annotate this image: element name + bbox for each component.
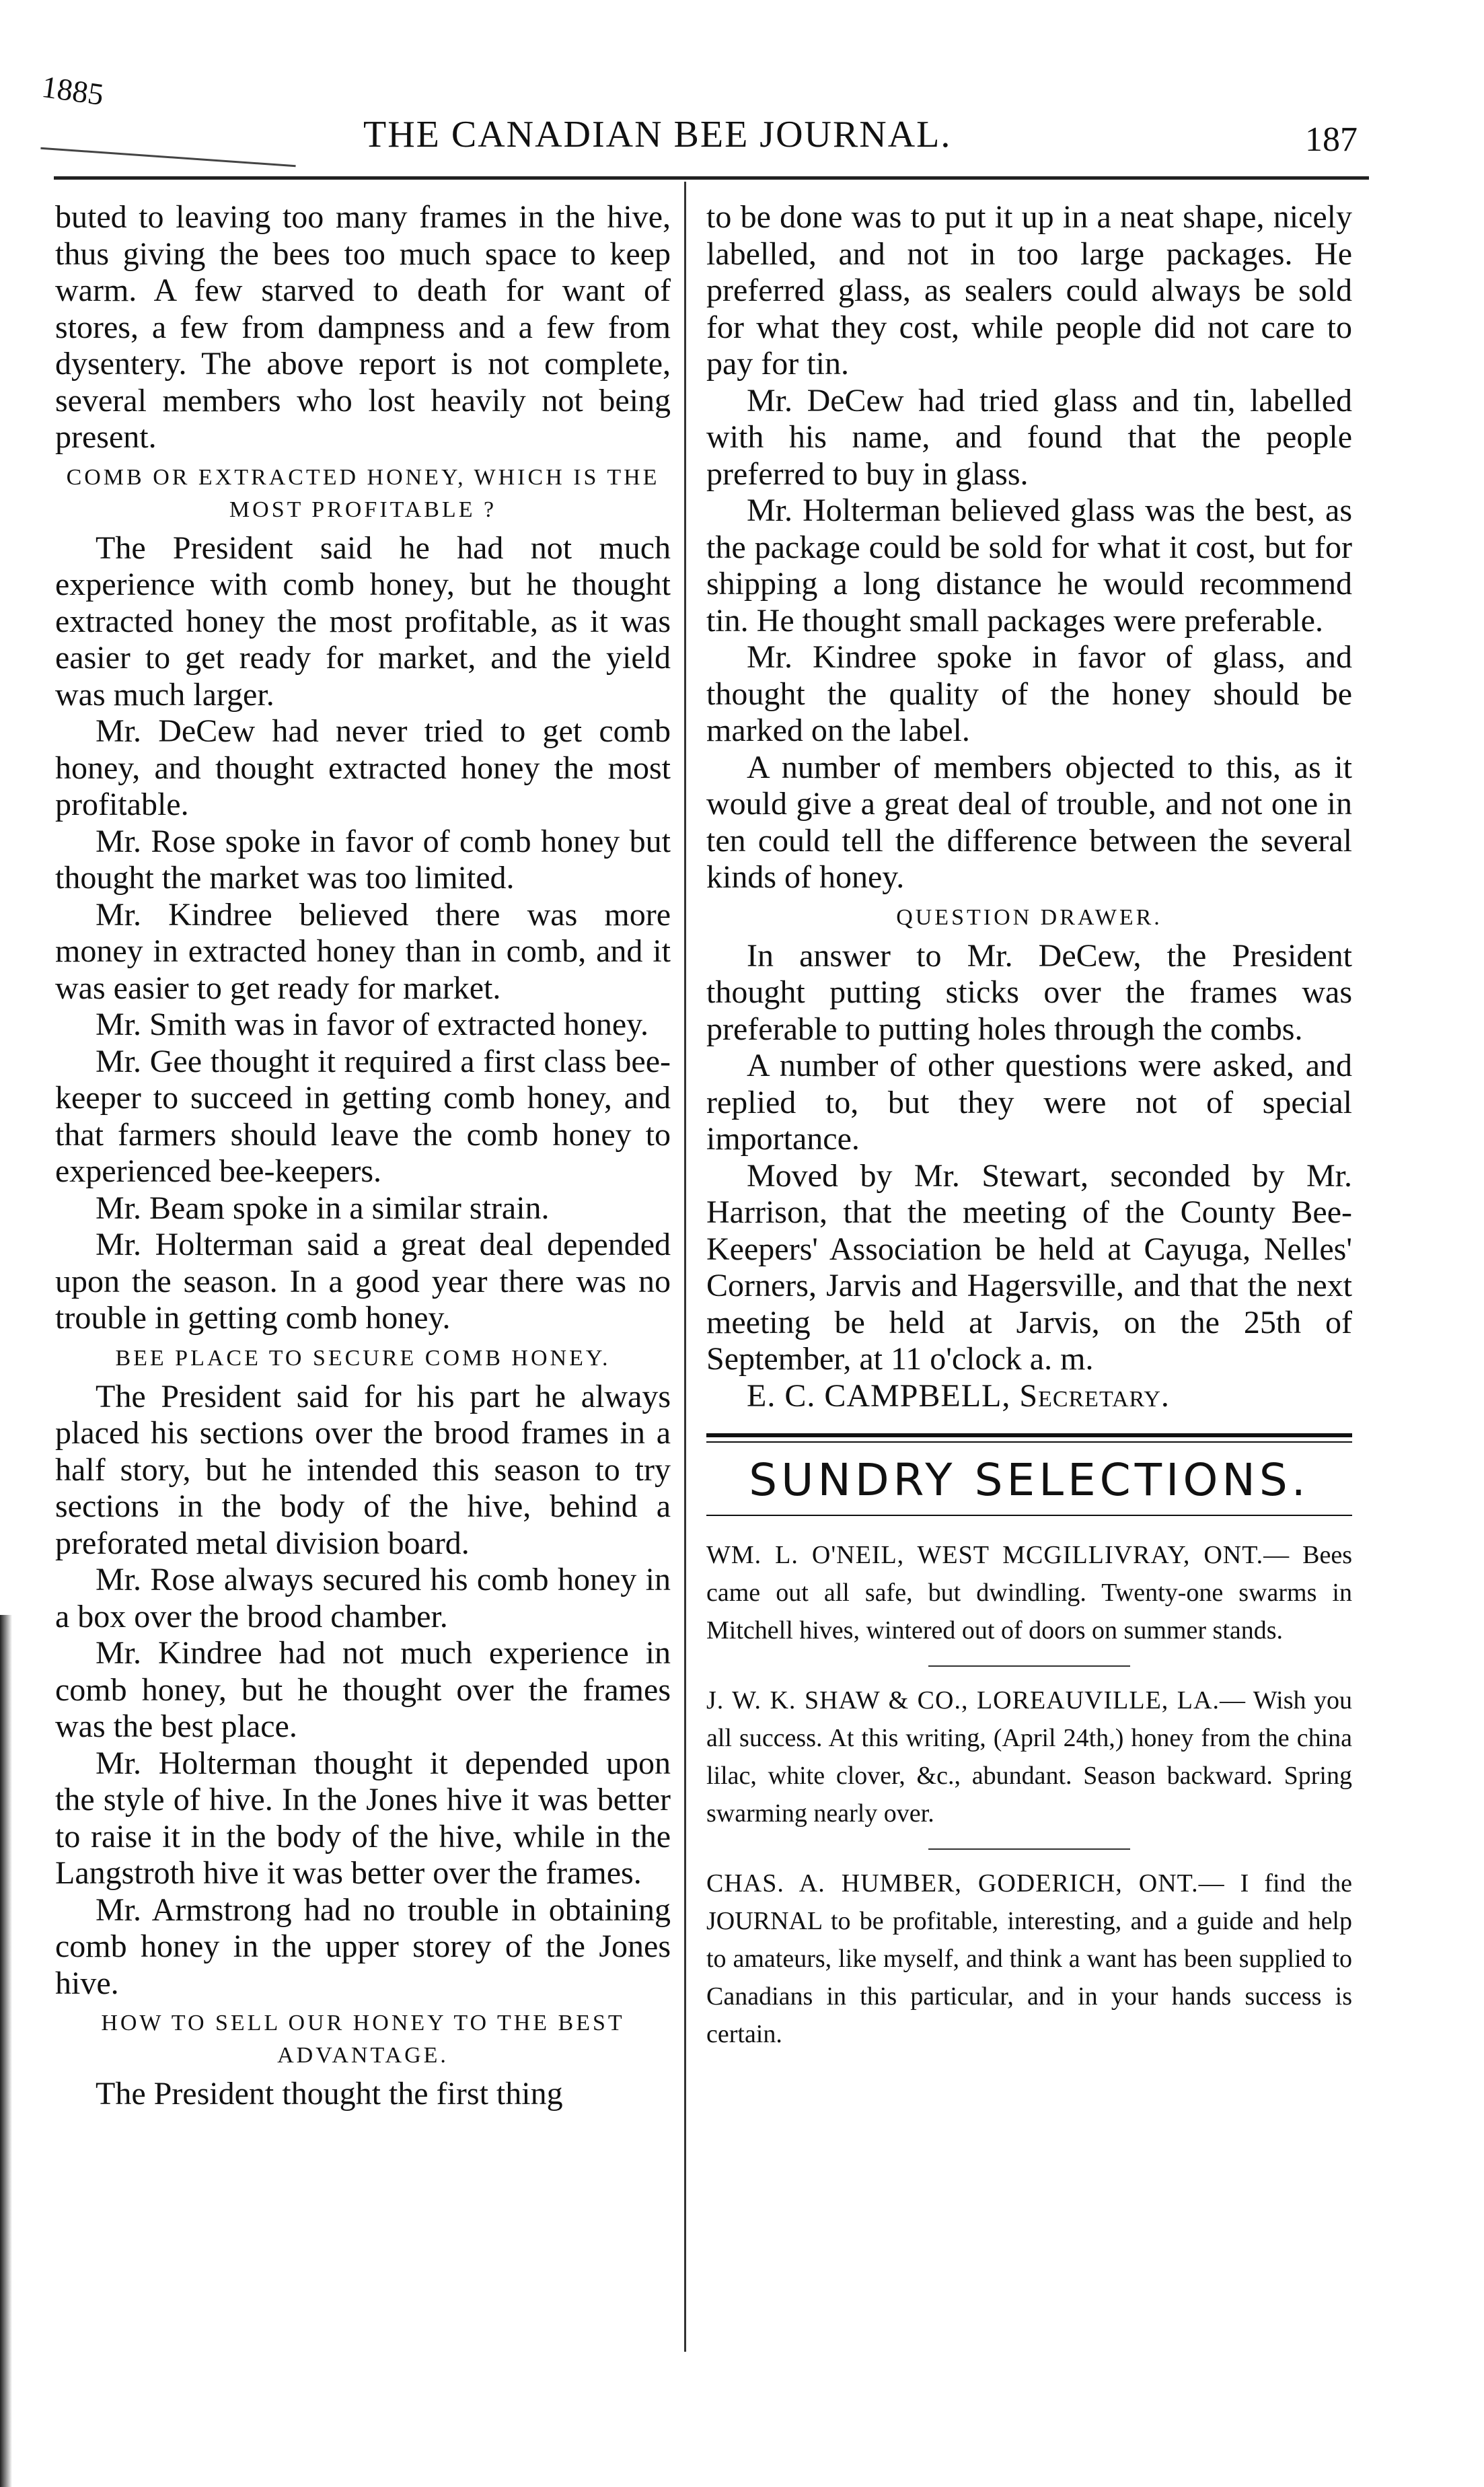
left-column (55, 199, 671, 2113)
letter-entry (706, 1865, 1352, 2053)
entry-divider (928, 1665, 1130, 1667)
section-heading: BEE PLACE TO SECURE COMB HONEY. (115, 1345, 611, 1371)
section-heading: HOW TO SELL OUR HONEY TO THE BEST ADVANTAGE. (101, 2011, 625, 2068)
paragraph: Mr. Beam spoke in a similar strain. (96, 1190, 550, 1226)
paragraph: Mr. Kindree spoke in favor of glass, and thought the quality of the honey should be marked on the label. (706, 639, 1352, 748)
header-year-rule (40, 147, 295, 168)
right-column (706, 199, 1352, 2069)
paragraph: Moved by Mr. Stewart, seconded by Mr. Harrison, that the meeting of the County Bee-Keepers' Association be held at Cayuga, Nelles' Corners, Jarvis and Hagersville, and that the next meeting be held at Jarvis, on the 25th of September, at 11 o'clock a. m. (706, 1157, 1352, 1377)
paragraph: Mr. DeCew had tried glass and tin, labelled with his name, and found that the people preferred to buy in glass. (706, 382, 1352, 492)
paragraph: Mr. Kindree had not much experience in comb honey, but he thought over the frames was the best place. (55, 1635, 671, 1744)
journal-title: THE CANADIAN BEE JOURNAL. (363, 114, 952, 155)
page-number: 187 (1305, 120, 1358, 159)
paragraph: buted to leaving too many frames in the hive, thus giving the bees too much space to keep warm. A few starved to death for want of stores, a few from dampness and a few from dysentery. The above report is not complete, several members who lost heavily not being present. (55, 199, 671, 455)
paragraph: Mr. Kindree believed there was more money in extracted honey than in comb, and it was easier to get ready for market. (55, 896, 671, 1006)
scan-edge-shadow (0, 1615, 12, 2487)
paragraph: Mr. Gee thought it required a first class bee-keeper to succeed in getting comb honey, and that farmers should leave the comb honey to experienced bee-keepers. (55, 1043, 671, 1189)
column-divider (684, 182, 686, 2352)
letter-sender: J. W. K. SHAW & CO., LOREAUVILLE, LA.— (706, 1686, 1246, 1715)
paragraph: Mr. DeCew had never tried to get comb honey, and thought extracted honey the most profitable. (55, 713, 671, 822)
section-heading: QUESTION DRAWER. (896, 904, 1162, 930)
sundry-selections-title: SUNDRY SELECTIONS. (749, 1454, 1310, 1506)
sundry-rule-thick (706, 1433, 1352, 1437)
header-rule (54, 176, 1369, 180)
signature: E. C. CAMPBELL, Secretary. (747, 1377, 1170, 1414)
letter-body: I find the JOURNAL to be profitable, interesting, and a guide and help to amateurs, like myself, and think a want has been supplied to Canadians in this particular, and in your hands success is certain. (706, 1869, 1353, 2048)
letter-entry (706, 1682, 1352, 1832)
paragraph: Mr. Holterman said a great deal depended upon the season. In a good year there was no trouble in getting comb honey. (55, 1227, 671, 1336)
letter-body: Wish you all success. At this writing, (April 24th,) honey from the china lilac, white clover, &c., abundant. Season backward. Spring swarming nearly over. (706, 1686, 1352, 1828)
paragraph: Mr. Smith was in favor of extracted honey. (96, 1007, 649, 1042)
paragraph: Mr. Holterman thought it depended upon the style of hive. In the Jones hive it was better to raise it in the body of the hive, while in the Langstroth hive it was better over the frames. (55, 1745, 671, 1891)
sundry-rule-bottom (706, 1515, 1352, 1516)
sundry-rule-thin (706, 1441, 1352, 1443)
letter-entry (706, 1536, 1352, 1649)
paragraph: A number of other questions were asked, and replied to, but they were not of special importance. (706, 1048, 1352, 1157)
paragraph: The President said for his part he always placed his sections over the brood frames in a half story, but he intended this season to try sections in the body of the hive, behind a preforated metal division board. (55, 1378, 671, 1561)
paragraph: Mr. Rose spoke in favor of comb honey but thought the market was too limited. (55, 823, 671, 896)
page-year: 1885 (39, 69, 106, 112)
paragraph: Mr. Armstrong had no trouble in obtaining comb honey in the upper storey of the Jones hive. (55, 1891, 671, 2001)
paragraph: In answer to Mr. DeCew, the President thought putting sticks over the frames was preferable to putting holes through the combs. (706, 937, 1352, 1047)
paragraph: Mr. Holterman believed glass was the best, as the package could be sold for what it cost, but for shipping a long distance he would recommend tin. He thought small packages were preferable. (706, 493, 1352, 639)
paragraph: The President thought the first thing (96, 2076, 563, 2112)
entry-divider (928, 1848, 1130, 1850)
letter-sender: CHAS. A. HUMBER, GODERICH, ONT.— (706, 1869, 1225, 1898)
letter-body: Bees came out all safe, but dwindling. Twenty-one swarms in Mitchell hives, wintered out of doors on summer stands. (706, 1540, 1353, 1645)
paragraph: A number of members objected to this, as it would give a great deal of trouble, and not one in ten could tell the difference between the several kinds of honey. (706, 749, 1352, 895)
section-heading: COMB OR EXTRACTED HONEY, WHICH IS THE MOST PROFITABLE ? (66, 464, 660, 522)
paragraph: to be done was to put it up in a neat shape, nicely labelled, and not in too large packages. He preferred glass, as sealers could always be sold for what they cost, while people did not care to pay for tin. (706, 199, 1352, 382)
paragraph: The President said he had not much experience with comb honey, but he thought extracted honey the most profitable, as it was easier to get ready for market, and the yield was much larger. (55, 530, 671, 713)
paragraph: Mr. Rose always secured his comb honey in a box over the brood chamber. (55, 1562, 671, 1634)
letter-sender: WM. L. O'NEIL, WEST MCGILLIVRAY, ONT.— (706, 1540, 1290, 1569)
